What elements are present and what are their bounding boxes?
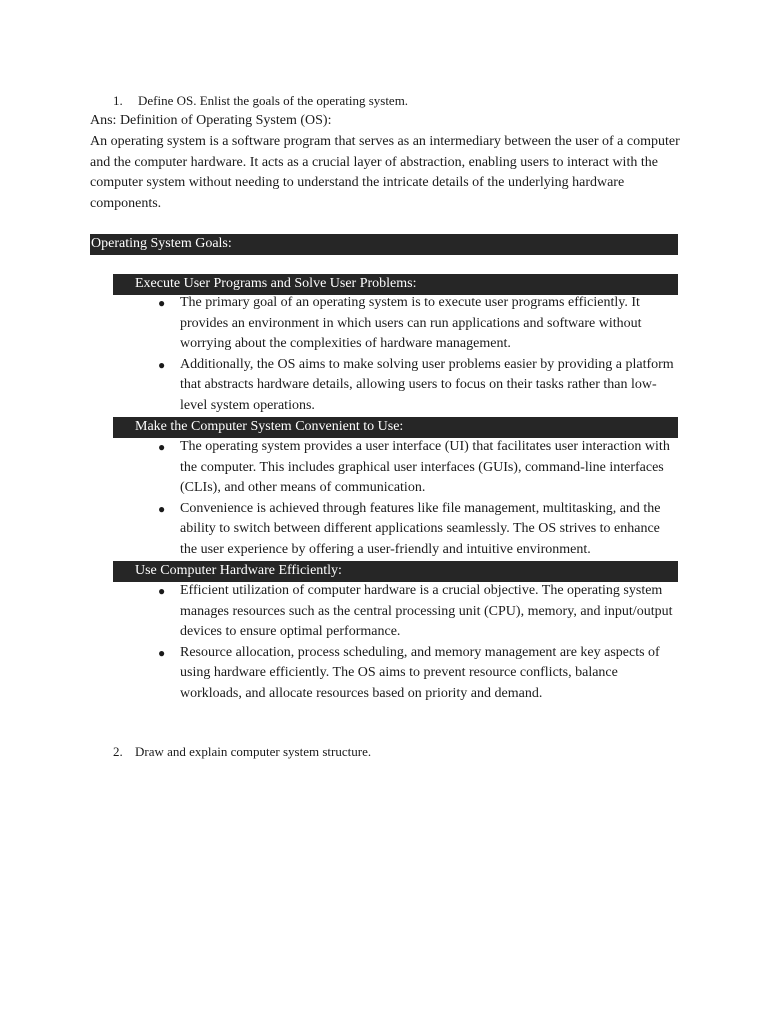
goal-3-heading: Use Computer Hardware Efficiently:	[113, 561, 678, 582]
list-item	[158, 643, 680, 705]
list-item	[158, 355, 680, 417]
question-2-text: Draw and explain computer system structure.	[135, 744, 372, 759]
goal-1-heading: Execute User Programs and Solve User Problems:	[113, 274, 678, 295]
bullet-icon: ●	[158, 584, 166, 598]
list-item	[158, 581, 680, 643]
bullet-text: Resource allocation, process scheduling, and memory management are key aspects of using hardware efficiently. The OS aims to prevent resource conflicts, balance workloads, and allocate resources based on priority and demand.	[180, 644, 660, 701]
list-item	[158, 499, 680, 561]
bullet-icon: ●	[158, 501, 166, 516]
bullet-icon: ●	[158, 296, 166, 310]
bullet-icon: ●	[158, 357, 166, 372]
question-1-text: Define OS. Enlist the goals of the operating system.	[138, 93, 409, 108]
goal-2-heading: Make the Computer System Convenient to Use:	[113, 417, 678, 438]
goal-3-bullet-list	[158, 581, 680, 705]
bullet-text: Additionally, the OS aims to make solving user problems easier by providing a platform that abstracts hardware details, allowing users to focus on their tasks rather than low-level system operations.	[180, 356, 674, 413]
question-2	[113, 744, 371, 760]
question-2-number: 2.	[113, 744, 123, 759]
bullet-text: Convenience is achieved through features like file management, multitasking, and the ability to switch between different applications seamlessly. The OS strives to enhance the user experience by offering a user-friendly and intuitive environment.	[180, 500, 661, 557]
question-1-number: 1.	[113, 93, 123, 108]
bullet-text: The primary goal of an operating system is to execute user programs efficiently. It provides an environment in which users can run applications and software without worrying about the complexities of hardware management.	[180, 295, 642, 352]
goal-2-bullet-list	[158, 437, 680, 561]
list-item	[158, 293, 680, 355]
answer-intro-paragraph: An operating system is a software program that serves as an intermediary between the user of a computer and the computer hardware. It acts as a crucial layer of abstraction, enabling users to interact with the computer system without needing to understand the intricate details of the underlying hardware components.	[90, 134, 680, 211]
bullet-text: The operating system provides a user interface (UI) that facilitates user interaction with the computer. This includes graphical user interfaces (GUIs), command-line interfaces (CLIs), and other means of communication.	[180, 439, 670, 496]
list-item	[158, 437, 680, 499]
bullet-icon: ●	[158, 440, 166, 454]
question-1	[113, 93, 408, 109]
goals-heading: Operating System Goals:	[90, 234, 678, 255]
bullet-text: Efficient utilization of computer hardware is a crucial objective. The operating system manages resources such as the central processing unit (CPU), memory, and input/output devices to ensure optimal performance.	[180, 583, 673, 640]
goal-1-bullet-list	[158, 293, 680, 417]
answer-label: Ans: Definition of Operating System (OS):	[90, 113, 332, 128]
bullet-icon: ●	[158, 645, 166, 660]
